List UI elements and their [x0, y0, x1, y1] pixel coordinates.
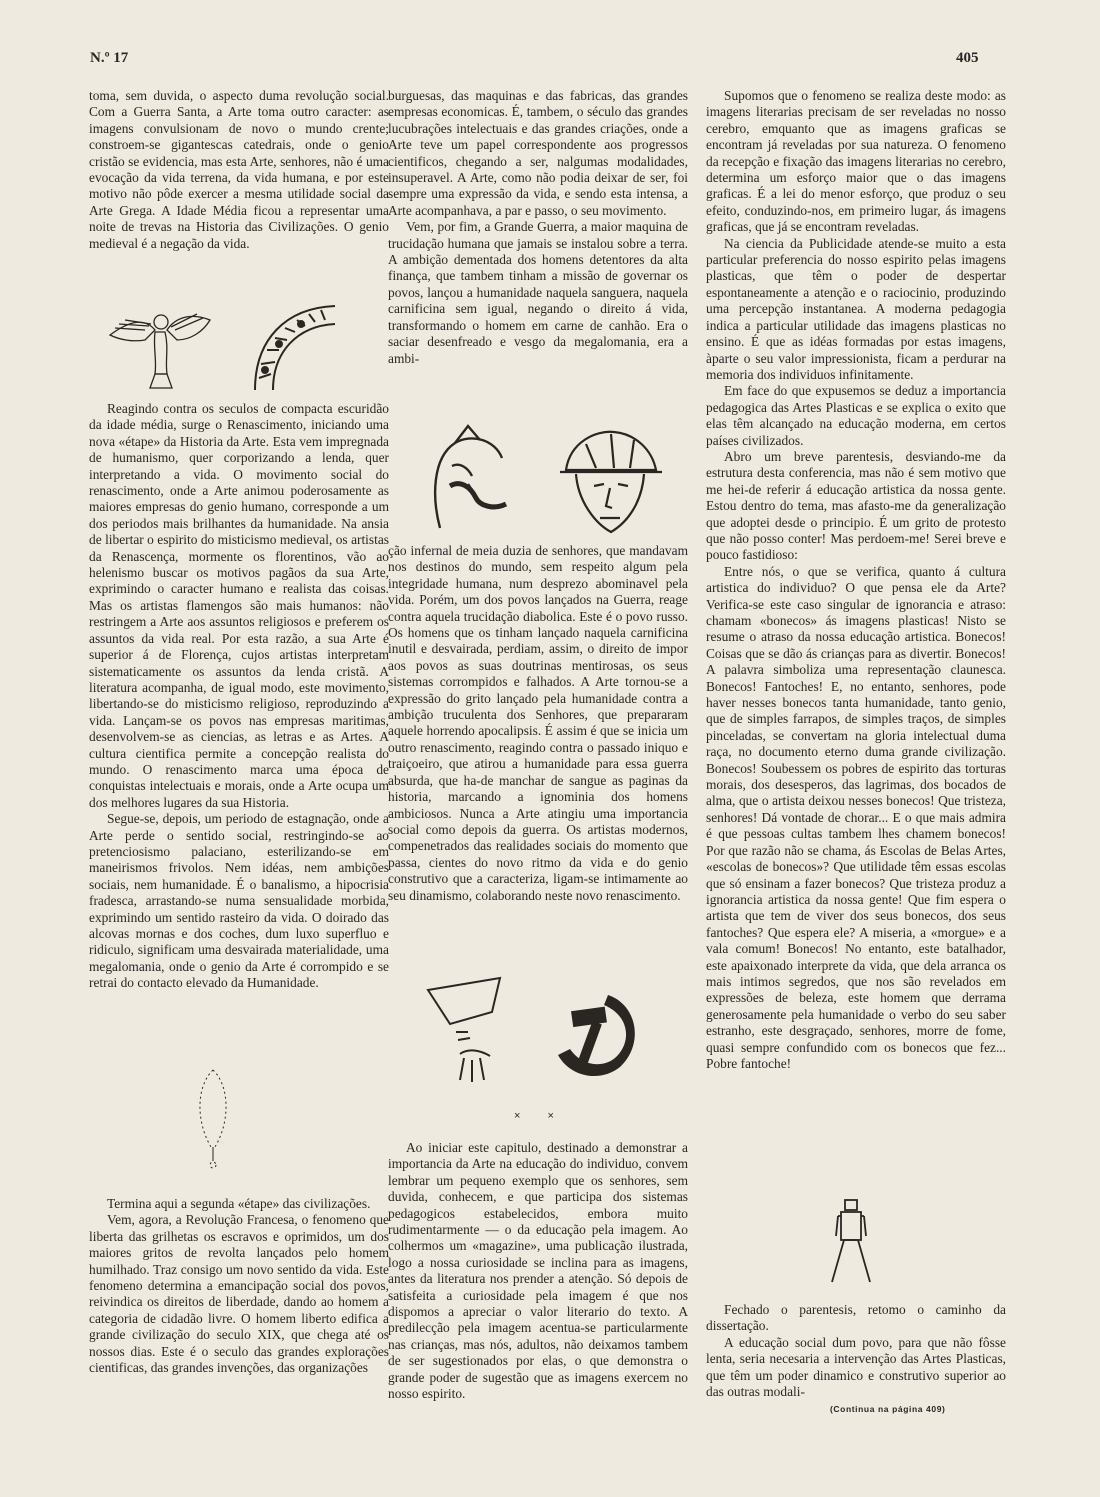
angel-sketch-icon	[105, 300, 215, 400]
paragraph: Em face do que expusemos se deduz a importancia pedagogica das Artes Plasticas e se explica o exito que elas têm alcançado na educação moderna, em certos países civilizados.	[706, 383, 1006, 448]
paragraph: Segue-se, depois, um periodo de estagnação, onde a Arte perde o sentido social, restringindo-se ao pretenciosismo palaciano, esterilizando-se em maneirismos frivolos. Nem idéas, nem ambições sociais, nem humanidade. É o banalismo, a hipocrisia fradesca, arrastando-se numa sensualidade morbida, exprimindo um sentido rasteiro da vida. O doirado das alcovas mornas e dos coches, dum luxo superfluo e ridiculo, significam uma desvairada materialidade, uma megalomania, onde o genio da Arte é corrompido e se retrai do contacto elevado da Humanidade.	[89, 811, 389, 991]
top-hat-figure-icon	[420, 970, 520, 1090]
paragraph: toma, sem duvida, o aspecto duma revolução social. Com a Guerra Santa, a Arte toma outro caracter: as imagens convulsionam de novo o mundo crente; constroem-se gigantescas catedrais, onde o genio cristão se evidencia, mas esta Arte, senhores, não é uma evocação da vida terrena, da vida humana, e por este motivo não pôde exercer a mesma utilidade social da Arte Grega. A Idade Média ficou a representar uma noite de trevas na Historia das Civilizações. O genio medieval é a negação da vida.	[89, 88, 389, 251]
issue-number: N.º 17	[90, 50, 129, 66]
column-2-block-2	[388, 543, 688, 904]
paragraph: Entre nós, o que se verifica, quanto á cultura artistica do individuo? O que pensa ele da Arte? Verifica-se este caso singular de ignorancia e atraso: chamam «bonecos» ás imagens plasticas! Nisto se resume o atraso da nossa educação artistica. Bonecos! Coisas que se dão ás crianças para as divertir. Bonecos! A palavra simboliza uma representação claunesca. Bonecos! Fantoches! E, no entanto, senhores, pode haver nesses bonecos tanta humanidade, tanto genio, que de simples farrapos, de simples traços, de simples pinceladas, se convertam na gloria intelectual duma raça, no documento eterno duma grande civilização. Bonecos! Soubessem os pobres de espirito das torturas morais, dos desesperos, das lagrimas, dos bocados de alma, que o artista deixou nesses bonecos! Que tristeza, senhores! Dá vontade de chorar... E o que mais admira é que pessoas cultas tambem lhes chamem bonecos! Por que razão não se chama, ás Escolas de Belas Artes, «escolas de bonecos»? Que utilidade têm essas escolas que só ensinam a fazer bonecos? Que tristeza produz a ignorancia artistica da nossa gente! Que fim espera o artista que tem de viver dos seus bonecos, dos seus fantoches? Que espera ele? A miseria, a «morgue» e a vala comum! Bonecos! No entanto, este batalhador, este apaixonado interprete da vida, que dela arranca os mais intimos segredos, que nos são revelados em expressões de beleza, este homem que derrama generosamente pela humanidade o verbo do seu saber estranho, este desgraçado, senhores, morre de fome, quasi sempre confundido com os bonecos que fez... Pobre fantoche!	[706, 563, 1006, 1071]
section-separator: × ×	[514, 1110, 566, 1122]
paragraph: Vem, agora, a Revolução Francesa, o fenomeno que liberta das grilhetas os escravos e oprimidos, um dos maiores gritos de revolta lançados pelo homem humilhado. Traz consigo um novo sentido da vida. Este fenomeno determina a emancipação social dos povos, reivindica os direitos de liberdade, dando ao homem a categoria de cidadão livre. O homem liberto edifica a grande civilização do seculo XIX, que chega até os nossos dias. Este é o seculo das grandes explorações cientificas, das grandes invenções, das organizações	[89, 1212, 389, 1376]
column-1-block-1	[89, 88, 389, 252]
column-2-block-1	[388, 88, 688, 367]
stick-figure-icon	[826, 1196, 876, 1291]
paragraph: Termina aqui a segunda «étape» das civilizações.	[107, 1196, 371, 1211]
soldier-helmet-head-icon	[556, 422, 666, 547]
continued-note: (Continua na página 409)	[830, 1404, 946, 1414]
paragraph: Fechado o parentesis, retomo o caminho da dissertação.	[706, 1302, 1006, 1334]
necklace-sketch-icon	[193, 1065, 233, 1175]
paragraph: ção infernal de meia duzia de senhores, que mandavam nos destinos do mundo, sem respeito algum pela integridade humana, num desprezo abominavel pela vida. Porém, um dos povos lançados na Guerra, reage contra aquela trucidação diabolica. Este é o povo russo. Os homens que os tinham lançado naquela carnificina inutil e desvairada, perdiam, assim, o direito de impor aos povos as suas doutrinas mentirosas, os seus sistemas corrompidos e falhados. A Arte tornou-se a expressão do grito lançado pela humanidade contra a ambição truculenta dos Senhores, que prepararam aquele horrendo apocalipsis. É assim é que se inicia um outro renascimento, reagindo contra o passado iniquo e traiçoeiro, que atirou a humanidade para essa guerra absurda, que ha-de manchar de sangue as paginas da historia, marcando a ignominia dos homens ambiciosos. Nunca a Arte atingiu uma importancia social como depois da guerra. Os artistas modernos, compenetrados das realidades sociais do momento que passa, cientes do novo ritmo da vida e do genio construtivo que a caracteriza, ligam-se intimamente ao seu dinamismo, colaborando neste novo renascimento.	[388, 543, 688, 903]
paragraph: A educação social dum povo, para que não fôsse lenta, seria necesaria a intervenção das Artes Plasticas, que têm um poder dinamico e construtivo superior ao das outras modali-	[706, 1334, 1006, 1400]
column-3-block-1	[706, 88, 1006, 1072]
paragraph: burguesas, das maquinas e das fabricas, das grandes empresas economicas. É, tambem, o século das grandes lucubrações intelectuais e das grandes criações, onde a Arte teve um papel correspondente aos progressos cientificos, chegando a ser, nalgumas modalidades, insuperavel. A Arte, como não podia deixar de ser, foi sempre uma expressão da vida, e sendo esta intensa, a Arte acompanhava, a par e passo, o seu movimento.	[388, 88, 688, 218]
greek-helmet-head-icon	[410, 418, 520, 538]
paragraph: Reagindo contra os seculos de compacta escuridão da idade média, surge o Renascimento, iniciando uma nova «étape» da Historia da Arte. Esta vem impregnada de humanismo, quer corporizando a lenda, quer interpretando a vida. O movimento social do renascimento, onde a Arte animou poderosamente as maiores empresas do genio humano, corresponde a um dos periodos mais brilhantes da humanidade. Na ansia de libertar o espirito do misticismo medieval, os artistas da Renascença, mormente os florentinos, vão ao helenismo buscar os motivos pagãos da sua Arte, exprimindo o caracter humano e realista das coisas. Mas os artistas flamengos são mais humanos: não restringem a Arte aos assuntos religiosos e preferem os assuntos da vida real. Por esta razão, a sua Arte é superior á de Florença, cujos artistas interpretam sistematicamente os assuntos da lenda cristã. A literatura acompanha, de igual modo, este movimento, libertando-se do misticismo religioso, reproduzindo a vida. Lançam-se os povos nas empresas maritimas, desenvolvem-se as ciencias, as letras e as Artes. A cultura cientifica permite a concepção realista do mundo. O renascimento marca uma época de conquistas intelectuais e morais, onde a Arte ocupa um dos melhores lugares da sua Historia.	[89, 401, 389, 810]
paragraph: Supomos que o fenomeno se realiza deste modo: as imagens literarias precisam de ser reveladas no nosso cerebro, emquanto que as imagens graficas se encontram já reveladas por sua natureza. O fenomeno da recepção e fixação das imagens literarias no cerebro, determina um esforço maior que o das imagens graficas. É a lei do menor esforço, que produz o seu efeito, conduzindo-nos, em primeiro lugar, ás imagens graficas, que já se encontram reveladas.	[706, 88, 1006, 235]
paragraph: Abro um breve parentesis, desviando-me da estrutura desta conferencia, mas não é sem motivo que me hei-de referir á educação artistica da nossa gente. Estou dentro do tema, mas afasto-me da generalização que adoptei desde o principio. É um grito de protesto que não posso conter! Mas perdoem-me! Serei breve e pouco fastidioso:	[706, 448, 1006, 563]
column-3-block-2	[706, 1302, 1006, 1400]
paragraph: Ao iniciar este capitulo, destinado a demonstrar a importancia da Arte na educação do individuo, convem lembrar um pequeno exemplo que os senhores, sem duvida, conhecem, e que participa dos sistemas pedagogicos estabelecidos, embora muito rudimentarmente — o da educação pela imagem. Ao colhermos um «magazine», uma publicação ilustrada, logo a nossa curiosidade se inclina para as imagens, antes da literatura nos prender a atenção. Só depois de satisfeita a curiosidade pela imagem é que nos dispomos a apreciar o valor literario do texto. A predilecção pela imagem acentua-se particularmente nas crianças, mas nós, adultos, não deixamos tambem de ser sugestionados por elas, o que demonstra o grande poder de sugestão que as imagens exercem no nosso espirito.	[388, 1140, 688, 1402]
column-2-block-3	[388, 1140, 688, 1403]
paragraph: Vem, por fim, a Grande Guerra, a maior maquina de trucidação humana que jamais se instalou sobre a terra. A ambição dementada dos homens detentores da alta finança, que tambem tinham a missão de governar os povos, lançou a humanidade naquela sanguera, naquela carnificina sem igual, negando o direito á vida, transformando o homem em carne de canhão. Era o saciar desenfreado e vesgo da megalomania, era a ambi-	[388, 219, 688, 366]
paragraph: Na ciencia da Publicidade atende-se muito a esta particular preferencia do nosso espirito pelas imagens plasticas, que têm o poder de despertar espontaneamente a atenção e o raciocinio, produzindo uma percepção instantanea. A moderna pedagogia indica a particular utilidade das imagens plasticas no ensino. É que as idéas formadas por estas imagens, àparte o seu valor impressionista, ficam a perdurar na memoria dos individuos infinitamente.	[706, 235, 1006, 382]
column-1-block-3	[89, 1196, 389, 1376]
hammer-sickle-icon	[548, 985, 648, 1085]
gothic-arch-icon	[245, 300, 340, 392]
page-number: 405	[956, 50, 979, 66]
column-1-block-2	[89, 401, 389, 992]
